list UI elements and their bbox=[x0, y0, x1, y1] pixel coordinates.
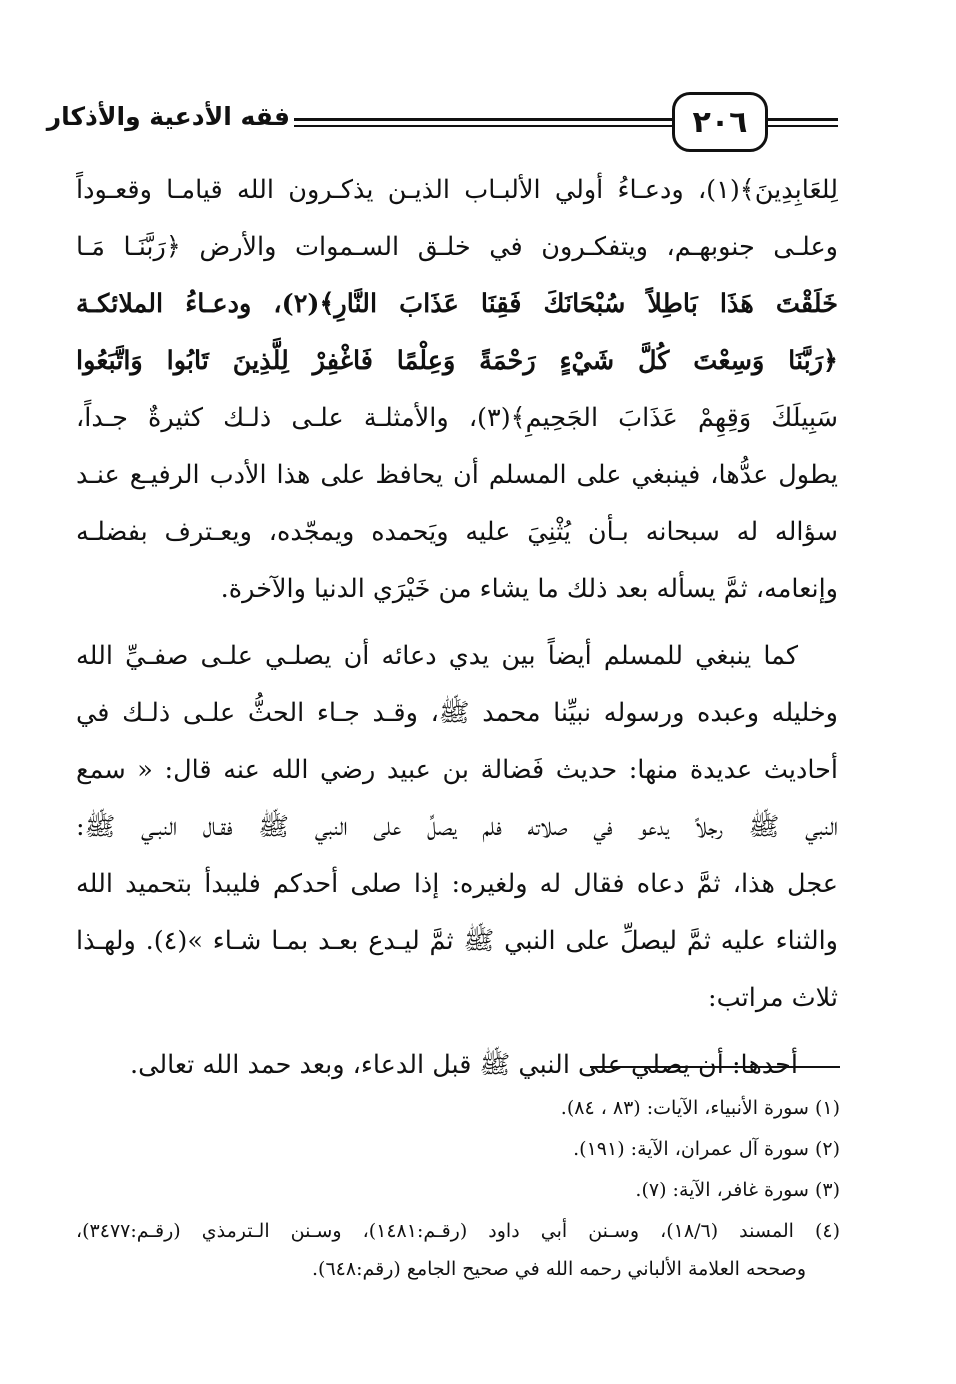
footnote: (١) سورة الأنبياء، الآيات: (٨٣ ، ٨٤). bbox=[560, 1097, 840, 1119]
body-line: سَبِيلَكَ وَقِهِمْ عَذَابَ الجَحِيمِ﴾(٣)، والأمثلـة علـى ذلـك كثيرةٌ جـداً، bbox=[76, 403, 838, 433]
body-line: ثلاث مراتب: bbox=[708, 983, 838, 1013]
body-line: وعلـى جنوبهـم، ويتفكـرون في خلـق السـموات والأرض ﴿رَبَّنَـا مَـا bbox=[76, 232, 838, 262]
body-line-quran: خَلَقْتَ هَذَا بَاطِلاً سُبْحَانَكَ فَقِنَا عَذَابَ النَّارِ﴾(٢)، ودعـاءُ الملائكـة bbox=[76, 289, 838, 319]
body-line: أحاديث عديدة منها: حديث فَضالة بن عبيد رضي الله عنه قال: « سمع bbox=[76, 755, 838, 785]
body-line: والثناء عليه ثمَّ ليصلِّ على النبي ﷺ ثمَّ ليـدع بعـد بمـا شـاء »(٤). ولهـذا bbox=[76, 926, 838, 956]
page-header bbox=[46, 92, 838, 154]
body-line: يطول عدُّها، فينبغي على المسلم أن يحافظ على هذا الأدب الرفيـع عنـد bbox=[76, 460, 838, 490]
header-rule-right bbox=[768, 118, 838, 127]
body-line: عجل هذا، ثمَّ دعاه فقال له ولغيره: إذا صلى أحدكم فليبدأ بتحميد الله bbox=[76, 869, 838, 899]
footnotes bbox=[76, 1088, 840, 1286]
footnote-separator bbox=[590, 1066, 840, 1068]
body-line: كما ينبغي للمسلم أيضاً بين يدي دعائه أن يصلـي علـى صفـيِّ الله bbox=[76, 641, 798, 671]
body-line: وخليله وعبده ورسوله نبيِّنا محمد ﷺ، وقـد جـاء الحثُّ علـى ذلـك في bbox=[76, 698, 838, 728]
footnote: (٤) المسند (١٨/٦)، وسـنن أبي داود (رقـم:١٤٨١)، وسـنن الـترمذي (رقـم:٣٤٧٧)، bbox=[76, 1220, 840, 1242]
body-line: لِلعَابِدِينَ﴾(١)، ودعـاءُ أولي الألبـاب الذيـن يذكـرون الله قيامـا وقعـوداً bbox=[76, 175, 838, 205]
body-line: وإنعامه، ثمَّ يسأله بعد ذلك ما يشاء من خَيْرَي الدنيا والآخرة. bbox=[220, 574, 838, 604]
body-line: النبي ﷺ رجلاً يدعو في صلاته فلم يصلِّ على النبي ﷺ فقـال النبـي ﷺ: bbox=[76, 812, 838, 842]
body-text bbox=[76, 162, 838, 1094]
body-line: أحدها: أن يصلي على النبي ﷺ قبل الدعاء، وبعد حمد الله تعالى. bbox=[129, 1050, 798, 1080]
header-rule-left bbox=[294, 118, 672, 127]
footnote: (٢) سورة آل عمران، الآية: (١٩١). bbox=[573, 1138, 840, 1160]
body-line: سؤاله له سبحانه بـأن يُثْنِيَ عليه ويَحمده ويمجّده، ويعـترف بفضلـه bbox=[76, 517, 838, 547]
running-title: فقه الأدعية والأذكار bbox=[46, 102, 290, 131]
footnote-continuation: وصححه العلامة الألباني رحمه الله في صحيح الجامع (رقم:٦٤٨). bbox=[312, 1258, 806, 1280]
page-number: ٢٠٦ bbox=[672, 92, 768, 152]
footnote: (٣) سورة غافر، الآية: (٧). bbox=[635, 1179, 840, 1201]
body-line-quran: ﴿رَبَّنَا وَسِعْتَ كُلَّ شَيْءٍ رَحْمَةً وَعِلْمًا فَاغْفِرْ لِلَّذِينَ تَابُوا وَاتَّبَعُوا bbox=[76, 346, 838, 376]
